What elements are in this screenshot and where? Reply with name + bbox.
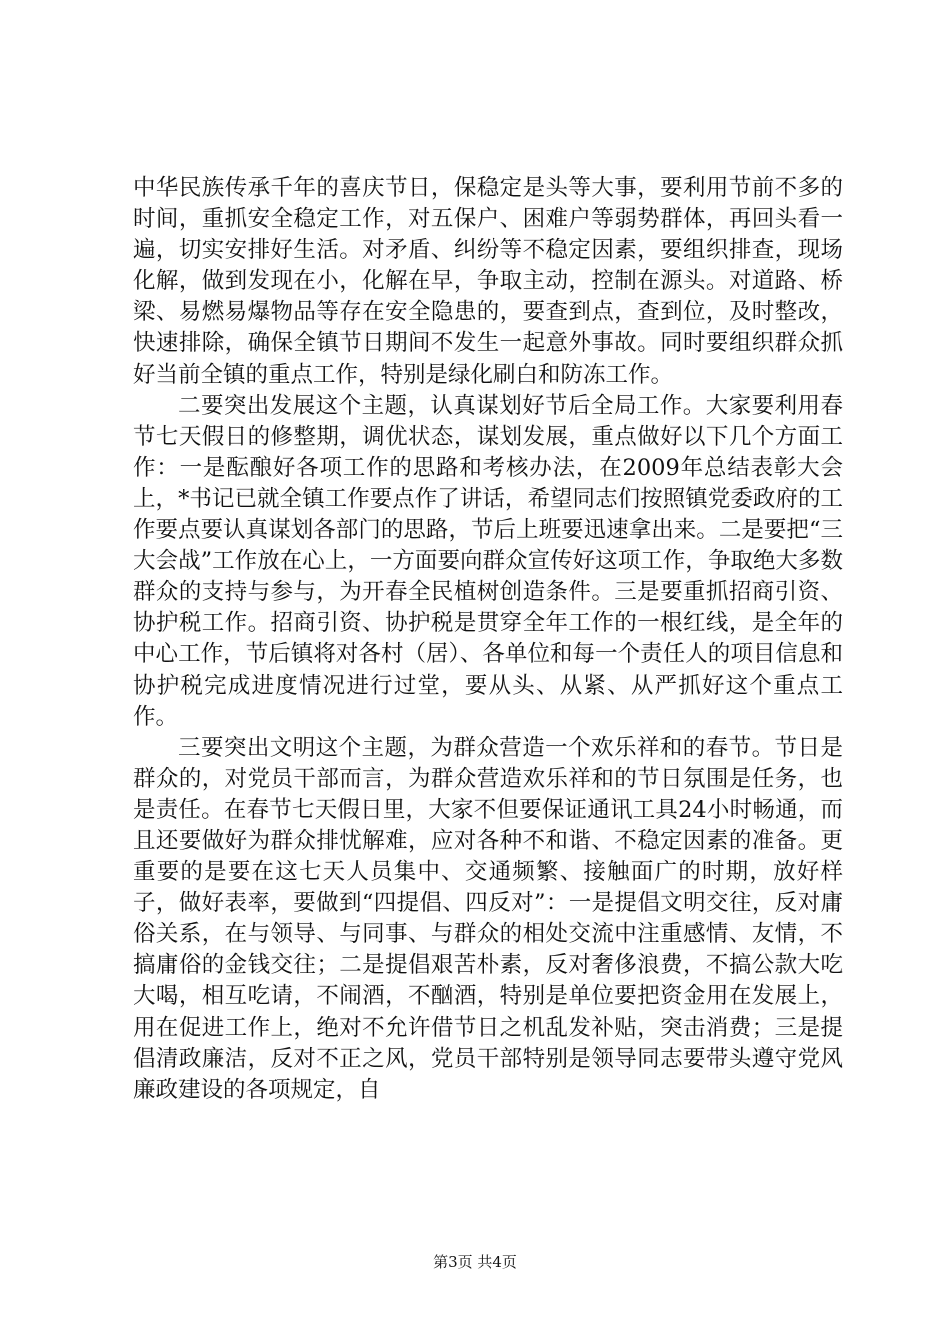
paragraph-1: 中华民族传承千年的喜庆节日，保稳定是头等大事，要利用节前不多的时间，重抓安全稳定工作，对五保户、困难户等弱势群体，再回头看一遍，切实安排好生活。对矛盾、纠纷等不稳定因素，要组织排查，现场化解，做到发现在小，化解在早，争取主动，控制在源头。对道路、桥梁、易燃易爆物品等存在安全隐患的，要查到点，查到位，及时整改，快速排除，确保全镇节日期间不发生一起意外事故。同时要组织群众抓好当前全镇的重点工作，特别是绿化刷白和防冻工作。 bbox=[133, 175, 843, 388]
paragraph-2: 二要突出发展这个主题，认真谋划好节后全局工作。大家要利用春节七天假日的修整期，调优状态，谋划发展，重点做好以下几个方面工作：一是酝酿好各项工作的思路和考核办法，在2009年总结表彰大会上，*书记已就全镇工作要点作了讲话，希望同志们按照镇党委政府的工作要点要认真谋划各部门的思路，节后上班要迅速拿出来。二是要把“三大会战”工作放在心上，一方面要向群众宣传好这项工作，争取绝大多数群众的支持与参与，为开春全民植树创造条件。三是要重抓招商引资、协护税工作。招商引资、协护税是贯穿全年工作的一根红线，是全年的中心工作，节后镇将对各村（居）、各单位和每一个责任人的项目信息和协护税完成进度情况进行过堂，要从头、从紧、从严抓好这个重点工作。 bbox=[133, 392, 843, 730]
paragraph-3: 三要突出文明这个主题，为群众营造一个欢乐祥和的春节。节日是群众的，对党员干部而言，为群众营造欢乐祥和的节日氛围是任务，也是责任。在春节七天假日里，大家不但要保证通讯工具24小时畅通，而且还要做好为群众排忧解难，应对各种不和谐、不稳定因素的准备。更重要的是要在这七天人员集中、交通频繁、接触面广的时期，放好样子，做好表率，要做到“四提倡、四反对”：一是提倡文明交往，反对庸俗关系，在与领导、与同事、与群众的相处交流中注重感情、友情，不搞庸俗的金钱交往；二是提倡艰苦朴素，反对奢侈浪费，不搞公款大吃大喝，相互吃请，不闹酒，不酗酒，特别是单位要把资金用在发展上，用在促进工作上，绝对不允许借节日之机乱发补贴，突击消费；三是提倡清政廉洁，反对不正之风，党员干部特别是领导同志要带头遵守党风廉政建设的各项规定，自 bbox=[133, 734, 843, 1103]
page-number-footer: 第3页 共4页 bbox=[433, 1253, 517, 1271]
body-text bbox=[133, 173, 843, 1106]
